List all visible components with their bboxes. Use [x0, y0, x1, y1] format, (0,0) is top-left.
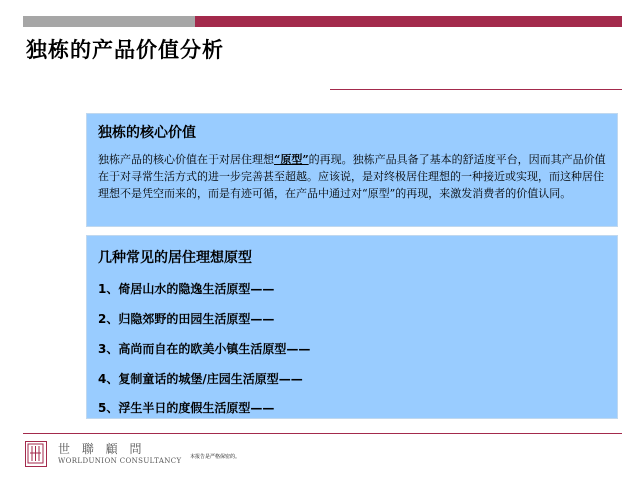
company-logo-icon [25, 441, 47, 467]
prototypes-heading: 几种常见的居住理想原型 [98, 250, 252, 266]
prototype-item: 4、复制童话的城堡/庄园生活原型—— [98, 372, 303, 386]
company-name-cn: 世 聯 顧 問 [58, 442, 146, 456]
prototype-item: 5、浮生半日的度假生活原型—— [98, 401, 275, 415]
prototype-item: 2、归隐郊野的田园生活原型—— [98, 312, 275, 326]
core-value-text [98, 151, 608, 202]
core-value-text-part2: 的再现。独栋产品具备了基本的舒适度平台，因而其产品价值在于对寻常生活方式的进一步完善甚至超越。应该说，是对终极居住理想的一种接近或实现，而这种居住理想不是凭空而来的，而是有迹可循，在产品中通过对“原型”的再现，来激发消费者的价值认同。 [98, 153, 606, 200]
core-value-text-part1: 独栋产品的核心价值在于对居住理想 [98, 153, 274, 166]
company-name-en: WORLDUNION CONSULTANCY [58, 457, 182, 465]
title-divider [330, 89, 622, 90]
prototype-item: 3、高尚而自在的欧美小镇生活原型—— [98, 342, 311, 356]
core-value-heading: 独栋的核心价值 [98, 125, 196, 141]
prototype-item: 1、倚居山水的隐逸生活原型—— [98, 282, 275, 296]
confidentiality-note: 本报告是严格保密的。 [190, 454, 241, 460]
core-value-highlight: “原型” [274, 153, 309, 166]
prototypes-box [86, 235, 618, 419]
header-bar-gray [23, 16, 195, 27]
footer-divider [23, 433, 622, 434]
core-value-box [86, 113, 618, 227]
page-title: 独栋的产品价值分析 [26, 38, 224, 62]
header-bar-accent [195, 16, 622, 27]
